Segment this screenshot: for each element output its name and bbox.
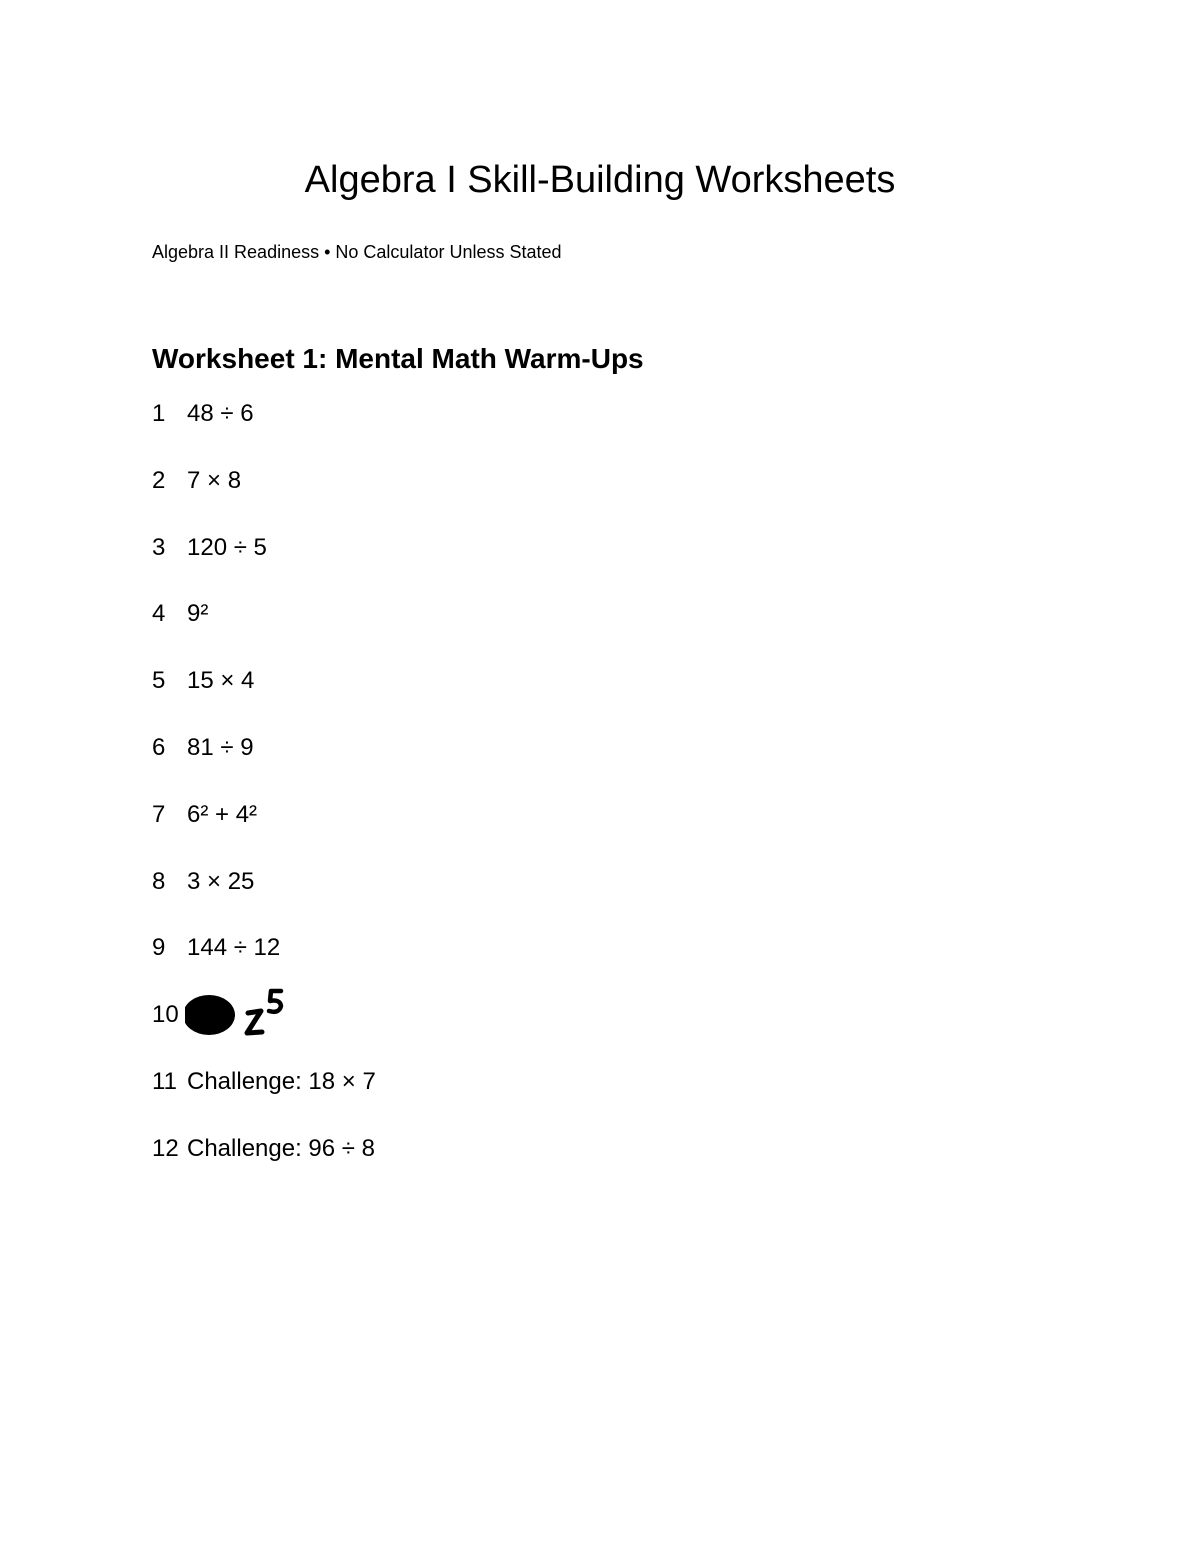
- problem-item: [152, 1131, 376, 1198]
- problem-item: [152, 663, 376, 730]
- problem-number: 11: [152, 1067, 177, 1095]
- handwritten-answer-doodle: [185, 983, 297, 1041]
- problem-expression: 3 × 25: [187, 867, 255, 895]
- problem-item: [152, 463, 376, 530]
- problem-expression: 9²: [187, 600, 209, 628]
- problem-number: 10: [152, 1001, 179, 1029]
- page-title: Algebra I Skill-Building Worksheets: [304, 159, 896, 201]
- problem-expression: 7 × 8: [187, 466, 242, 494]
- worksheet-heading: Worksheet 1: Mental Math Warm-Ups: [152, 343, 644, 374]
- problem-number: 3: [152, 533, 166, 561]
- problem-item: [152, 797, 376, 864]
- problem-expression: Challenge: 96 ÷ 8: [187, 1134, 375, 1162]
- problem-expression: 15 × 4: [187, 667, 255, 695]
- problem-number: 8: [152, 867, 166, 895]
- problem-item: [152, 1064, 376, 1131]
- problem-expression: 48 ÷ 6: [187, 400, 254, 427]
- problem-number: 1: [152, 400, 166, 427]
- problem-item: [152, 997, 376, 1064]
- problem-item: [152, 530, 376, 597]
- problem-number: 5: [152, 667, 166, 695]
- problem-expression: 120 ÷ 5: [187, 533, 267, 561]
- problem-number: 9: [152, 934, 166, 962]
- problem-item: [152, 864, 376, 931]
- problem-number: 7: [152, 800, 166, 828]
- problem-item: [152, 596, 376, 663]
- problem-number: 12: [152, 1134, 179, 1162]
- problem-expression: 81 ÷ 9: [187, 733, 254, 761]
- problem-number: 6: [152, 733, 166, 761]
- problem-item: [152, 730, 376, 797]
- problem-expression: 6² + 4²: [187, 800, 258, 828]
- page-subtitle: Algebra II Readiness • No Calculator Unless Stated: [152, 242, 562, 262]
- problem-expression: 144 ÷ 12: [187, 934, 281, 962]
- problem-list: [152, 396, 376, 1198]
- problem-number: 2: [152, 466, 166, 494]
- problem-expression: Challenge: 18 × 7: [187, 1067, 376, 1095]
- problem-number: 4: [152, 600, 166, 628]
- problem-item: [152, 396, 376, 463]
